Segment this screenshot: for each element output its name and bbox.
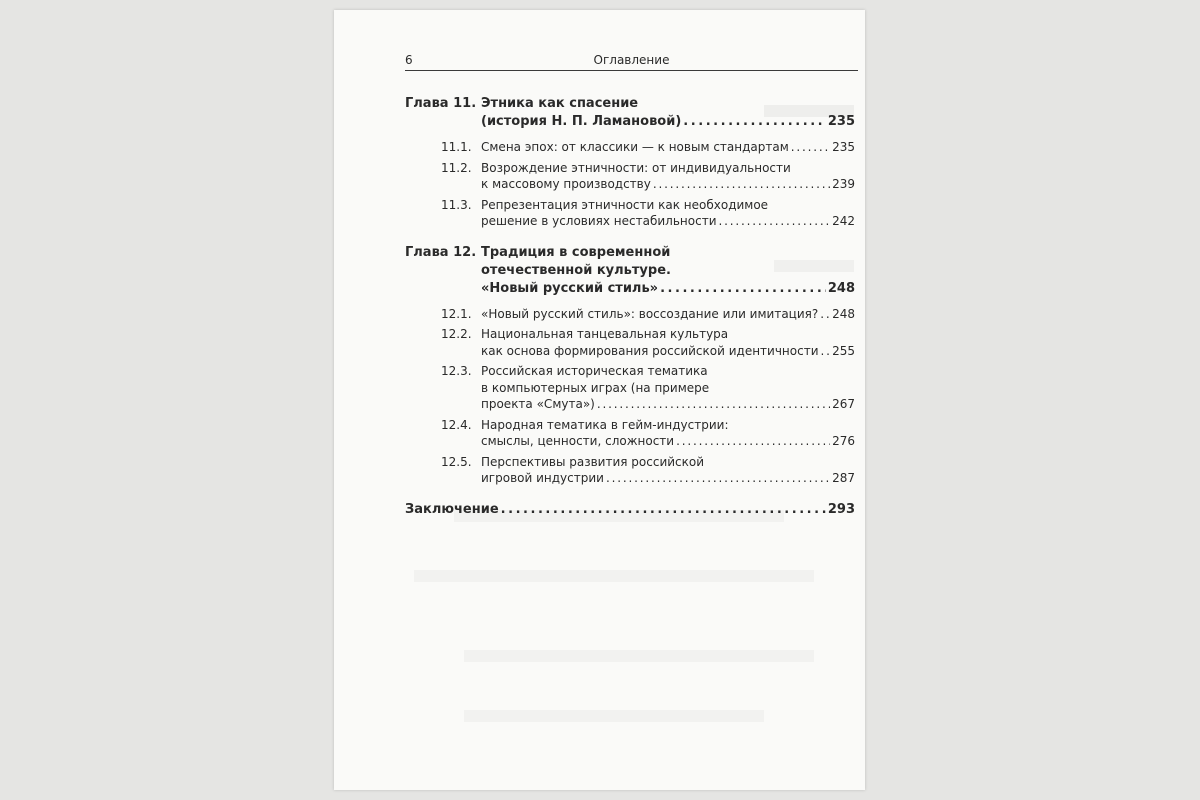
- table-of-contents: [405, 92, 855, 519]
- section-title: Народная тематика в гейм-индустрии:: [481, 417, 729, 432]
- chapter-title-line: Этника как спасение: [481, 96, 639, 111]
- section-number: 11.1.: [441, 140, 472, 154]
- section-number: 12.3.: [441, 364, 472, 378]
- toc-section[interactable]: [405, 363, 855, 413]
- section-title: Репрезентация этничности как необходимое: [481, 197, 769, 212]
- running-header: [405, 53, 858, 71]
- section-number: 12.2.: [441, 327, 472, 341]
- toc-chapter-12[interactable]: [405, 244, 855, 298]
- section-page: 276: [832, 434, 855, 448]
- section-title: в компьютерных играх (на примере: [481, 380, 710, 395]
- section-number: 12.5.: [441, 454, 472, 469]
- section-page: 242: [832, 214, 855, 228]
- section-number: 12.4.: [441, 417, 472, 432]
- dot-leader: [597, 396, 830, 413]
- section-title: смыслы, ценности, сложности: [481, 434, 675, 448]
- section-page: 287: [832, 471, 855, 485]
- toc-chapter-11[interactable]: [405, 95, 855, 131]
- chapter-label: Глава 12.: [405, 244, 477, 260]
- running-title: Оглавление: [593, 53, 670, 67]
- toc-section[interactable]: [405, 197, 855, 230]
- show-through-shadow: [414, 570, 814, 582]
- section-title: Российская историческая тематика: [481, 364, 708, 378]
- section-title: проекта «Смута»): [481, 397, 595, 411]
- chapter-title-line: «Новый русский стиль»: [481, 280, 659, 296]
- section-number: 12.1.: [441, 306, 472, 321]
- section-page: 248: [832, 306, 855, 321]
- chapter-page: 248: [827, 280, 855, 296]
- dot-leader: [660, 280, 826, 298]
- toc-section[interactable]: [405, 160, 855, 193]
- chapter-title-line: Традиция в современной: [481, 244, 671, 260]
- conclusion-label: Заключение: [405, 501, 499, 517]
- chapter-page: 235: [827, 114, 855, 129]
- section-title: Возрождение этничности: от индивидуальности: [481, 160, 791, 175]
- section-title: как основа формирования российской идентичности: [481, 343, 819, 358]
- section-page: 255: [832, 343, 855, 358]
- section-title: решение в условиях нестабильности: [481, 214, 717, 228]
- section-title: Смена эпох: от классики — к новым стандартам: [481, 140, 789, 154]
- chapter-label: Глава 11.: [405, 96, 477, 111]
- toc-section[interactable]: [405, 417, 855, 450]
- page-number: 6: [405, 53, 413, 67]
- toc-conclusion[interactable]: [405, 501, 855, 519]
- dot-leader: [820, 306, 830, 323]
- toc-section[interactable]: [405, 139, 855, 156]
- conclusion-page: 293: [827, 501, 855, 517]
- section-title: к массовому производству: [481, 177, 651, 191]
- dot-leader: [606, 470, 830, 487]
- dot-leader: [653, 176, 830, 193]
- dot-leader: [719, 213, 831, 230]
- section-page: 267: [832, 397, 855, 411]
- section-number: 11.3.: [441, 197, 472, 212]
- chapter-title-line: отечественной культуре.: [481, 262, 671, 278]
- section-title: Перспективы развития российской: [481, 454, 705, 469]
- section-title: «Новый русский стиль»: воссоздание или имитация?: [481, 306, 819, 321]
- section-title: игровой индустрии: [481, 471, 604, 485]
- dot-leader: [676, 433, 830, 450]
- section-page: 235: [832, 140, 855, 154]
- section-page: 239: [832, 177, 855, 191]
- show-through-shadow: [464, 710, 764, 722]
- toc-section[interactable]: [405, 454, 855, 487]
- section-title: Национальная танцевальная культура: [481, 327, 729, 341]
- show-through-shadow: [464, 650, 814, 662]
- dot-leader: [501, 501, 826, 519]
- dot-leader: [821, 343, 831, 360]
- section-number: 11.2.: [441, 160, 472, 175]
- toc-section[interactable]: [405, 306, 855, 323]
- toc-section[interactable]: [405, 326, 855, 359]
- dot-leader: [791, 139, 830, 156]
- dot-leader: [683, 113, 826, 131]
- book-page: [334, 10, 865, 790]
- chapter-title-line: (история Н. П. Ламановой): [481, 114, 682, 129]
